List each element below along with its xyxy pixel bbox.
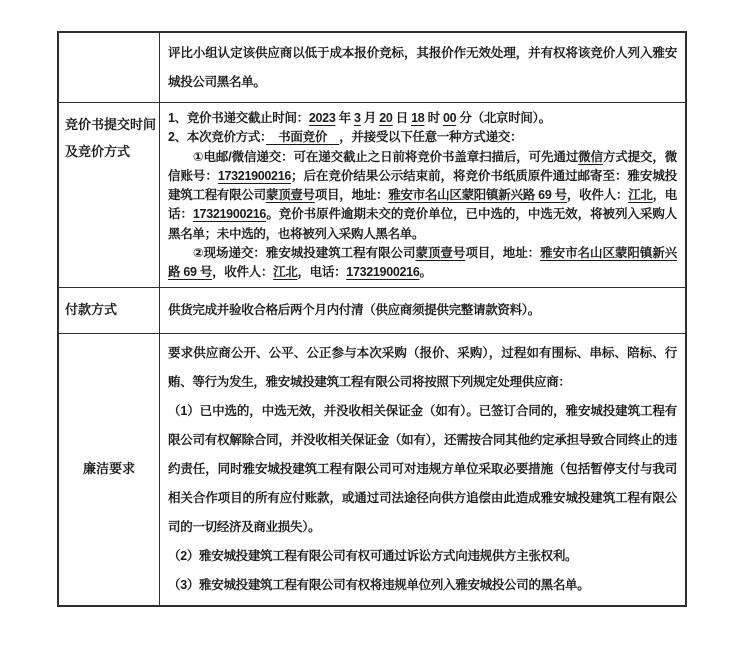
paragraph <box>168 39 677 97</box>
text-segment: 项目，地址： <box>314 188 389 202</box>
underlined-text: 17321900216 <box>346 265 420 279</box>
text-segment: 分（北京时间）。 <box>456 111 551 125</box>
text-segment: ，收件人： <box>212 265 274 279</box>
underlined-text: 江北 <box>628 188 653 202</box>
row-content-cell-integrity <box>160 334 685 605</box>
text-segment: ，并接受以下任意一种方式递交： <box>339 130 523 145</box>
text-segment: （3）雅安城投建筑工程有限公司有权将违规单位列入雅安城投公司的黑名单。 <box>168 578 590 593</box>
text-segment: 供货完成并验收合格后两个月内付清（供应商须提供完整请款资料）。 <box>168 303 540 318</box>
text-segment: 时 <box>424 111 443 125</box>
underlined-text: 17321900216 <box>192 207 267 222</box>
text-segment: ；后在竞价结果公示结束前，将竞价书纸质原件通过邮寄至：雅安城投建筑工程有限公司 <box>168 168 677 202</box>
underlined-text: 17321900216 <box>217 168 292 183</box>
paragraph <box>168 571 677 600</box>
text-segment: （2）雅安城投建筑工程有限公司有权可通过诉讼方式向违规供方主张权利。 <box>168 549 578 564</box>
row-content-cell-payment <box>160 288 685 333</box>
paragraph <box>168 297 677 323</box>
text-segment: 。 <box>419 265 432 279</box>
paragraph <box>168 397 677 542</box>
row-header-cell-penalty <box>59 33 160 102</box>
row-header-line: 及竞价方式 <box>65 143 131 159</box>
paragraph <box>168 148 677 244</box>
text-segment: 方式提交，微信账号： <box>168 149 677 183</box>
text-segment: 2、本次竞价方式： <box>168 130 267 145</box>
row-header-line: 付款方式 <box>65 302 118 318</box>
paragraph <box>168 109 677 128</box>
text-segment: 年 <box>335 111 355 125</box>
underlined-text: 00 <box>442 111 457 125</box>
text-segment: 评比小组认定该供应商以低于成本报价竞标，其报价作无效处理，并有权将该竞价人列入雅安城投公司黑名单。 <box>168 46 677 89</box>
text-segment: 日 <box>392 111 412 125</box>
underlined-text: 书面竞价 <box>266 130 340 145</box>
text-segment: （1）已中选的，中选无效，并没收相关保证金（如有）。已签订合同的，雅安城投建筑工程有限公司有权解除合同，并没收相关保证金（如有），还需按合同其他约定承担导致合同终止的违约责任，同时雅安城投建筑工程有限公司可对违规方单位采取必要措施（包括暂停支付与我司相关合作项目的所有应付账款，或通过司法途径向供方追偿由此造成雅安城投建筑工程有限公司的一切经济及商业损失）。 <box>168 404 677 535</box>
underlined-text: 微信 <box>578 149 603 164</box>
table-row-submission-time-method <box>59 102 685 287</box>
text-segment: 1、竞价书递交截止时间： <box>168 111 309 125</box>
paragraph <box>168 244 677 283</box>
text-segment: ，电话： <box>297 265 347 279</box>
text-segment: ①电邮/微信递交：可在递交截止之日前将竞价书盖章扫描后，可先通过 <box>193 149 579 164</box>
row-header-cell-integrity <box>59 334 160 605</box>
procurement-terms-table <box>57 31 687 607</box>
underlined-text: 18 <box>411 111 425 125</box>
underlined-text: 江北 <box>273 265 298 279</box>
underlined-text: 3 <box>354 111 361 125</box>
paragraph <box>168 339 677 397</box>
table-row-penalty-clause <box>59 33 685 102</box>
paragraph <box>168 128 677 147</box>
row-content-cell-submission <box>160 103 685 287</box>
text-segment: ，收件人： <box>566 188 629 202</box>
underlined-text: 蒙顶壹号 <box>265 188 315 202</box>
text-segment: ，电话： <box>168 188 677 222</box>
underlined-text: 蒙顶壹号 <box>415 245 466 260</box>
text-segment: 要求供应商公开、公平、公正参与本次采购（报价、采购），过程如有围标、串标、陪标、行贿、等行为发生，雅安城投建筑工程有限公司将按照下列规定处理供应商： <box>168 346 677 390</box>
row-header-cell-payment <box>59 288 160 333</box>
paragraph <box>168 542 677 571</box>
table-row-integrity-requirements <box>59 333 685 605</box>
row-content-cell-penalty <box>160 33 685 102</box>
text-segment: 月 <box>360 111 380 125</box>
row-header-cell-submission <box>59 103 160 287</box>
row-header-line: 廉洁要求 <box>82 461 135 477</box>
underlined-text: 2023 <box>308 111 336 125</box>
text-segment: 项目，地址： <box>465 245 541 260</box>
underlined-text: 雅安市名山区蒙阳镇新兴路 69 号 <box>388 188 567 202</box>
row-header-line: 竞价书提交时间 <box>65 117 157 132</box>
underlined-text: 20 <box>379 111 393 125</box>
text-segment: 。竞价书原件逾期未交的竞价单位，已中选的，中选无效，将被列入采购人黑名单；未中选的，也将被列入采购人黑名单。 <box>168 207 677 241</box>
table-row-payment-method <box>59 287 685 333</box>
text-segment: ②现场递交：雅安城投建筑工程有限公司 <box>193 245 416 260</box>
underlined-text: 雅安市名山区蒙阳镇新兴路 69 号 <box>168 245 677 279</box>
